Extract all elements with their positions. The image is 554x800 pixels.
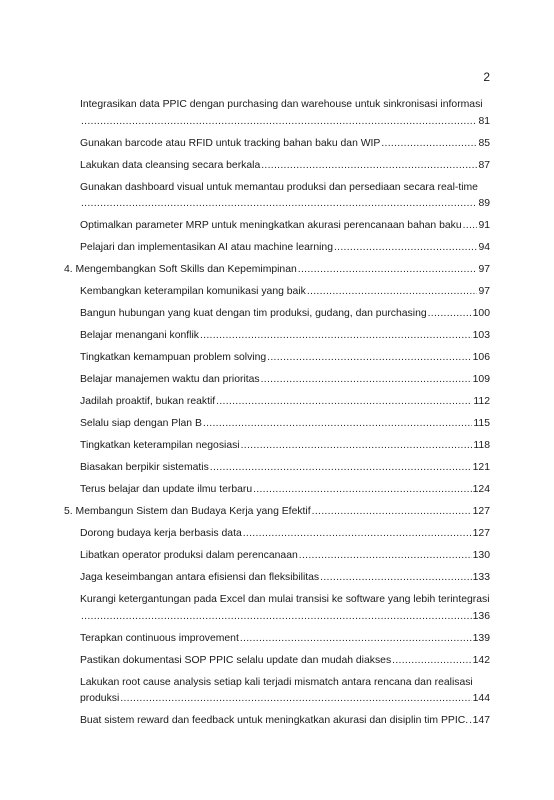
dot-leader bbox=[216, 394, 472, 411]
dot-leader bbox=[81, 114, 477, 131]
toc-page-number: 121 bbox=[472, 462, 490, 473]
toc-item-title: 4. Mengembangkan Soft Skills dan Kepemimpinan bbox=[64, 264, 297, 275]
toc-item-title: Optimalkan parameter MRP untuk meningkatkan akurasi perencanaan bahan baku bbox=[80, 220, 462, 231]
dot-leader bbox=[240, 631, 472, 648]
dot-leader bbox=[210, 460, 472, 477]
toc-item[interactable] bbox=[64, 570, 490, 587]
toc-item-title: Libatkan operator produksi dalam perencanaan bbox=[80, 550, 298, 561]
dot-leader bbox=[253, 482, 472, 499]
toc-item[interactable] bbox=[64, 653, 490, 670]
toc-item-title: Lakukan data cleansing secara berkala bbox=[80, 159, 261, 171]
toc-item[interactable] bbox=[64, 158, 490, 175]
toc-item-title: Gunakan dashboard visual untuk memantau produksi dan persediaan secara real-time bbox=[80, 181, 478, 193]
toc-item-title: Tingkatkan keterampilan negosiasi bbox=[80, 440, 240, 451]
toc-item[interactable] bbox=[64, 394, 490, 411]
toc-page-number: 87 bbox=[478, 159, 490, 171]
dot-leader bbox=[81, 609, 472, 626]
toc-item-title: Biasakan berpikir sistematis bbox=[80, 462, 209, 473]
toc-page-number: 106 bbox=[472, 352, 490, 363]
toc-item-title: Jaga keseimbangan antara efisiensi dan fleksibilitas bbox=[80, 572, 320, 583]
toc-page-number: 112 bbox=[473, 396, 490, 407]
toc-page-number: 85 bbox=[478, 137, 490, 149]
toc-page-number: 144 bbox=[472, 693, 490, 704]
dot-leader bbox=[320, 570, 472, 587]
toc-page-number: 136 bbox=[472, 610, 490, 622]
dot-leader bbox=[241, 438, 473, 455]
dot-leader bbox=[203, 416, 473, 433]
toc-item-title: Gunakan barcode atau RFID untuk tracking bahan baku dan WIP bbox=[80, 137, 381, 149]
toc-page-number: 133 bbox=[472, 572, 490, 583]
dot-leader bbox=[463, 218, 478, 235]
toc-item-title: Jadilah proaktif, bukan reaktif bbox=[80, 396, 216, 407]
toc-item[interactable] bbox=[64, 675, 490, 708]
dot-leader bbox=[334, 240, 477, 257]
dot-leader bbox=[469, 713, 472, 730]
toc-item-title: Pastikan dokumentasi SOP PPIC selalu update dan mudah diakses bbox=[80, 654, 392, 666]
toc-item[interactable] bbox=[64, 218, 490, 235]
toc-page-number: 103 bbox=[472, 330, 490, 341]
toc-item[interactable] bbox=[64, 460, 490, 477]
dot-leader bbox=[267, 350, 471, 367]
toc-item[interactable] bbox=[64, 438, 490, 455]
toc-page-number: 97 bbox=[478, 286, 490, 297]
toc-item[interactable] bbox=[64, 416, 490, 433]
dot-leader bbox=[307, 284, 478, 301]
toc-page-number: 94 bbox=[478, 242, 490, 253]
dot-leader bbox=[120, 691, 471, 708]
toc-item-title: Bangun hubungan yang kuat dengan tim produksi, gudang, dan purchasing bbox=[80, 308, 427, 319]
toc-item-title: Kembangkan keterampilan komunikasi yang baik bbox=[80, 286, 306, 297]
toc-item[interactable] bbox=[64, 240, 490, 257]
toc-item[interactable] bbox=[64, 97, 490, 130]
toc-item[interactable] bbox=[64, 328, 490, 345]
dot-leader bbox=[261, 158, 477, 175]
toc-page-number: 147 bbox=[472, 715, 490, 726]
dot-leader bbox=[81, 196, 477, 213]
toc-item-title: Selalu siap dengan Plan B bbox=[80, 418, 202, 429]
toc-chapter[interactable] bbox=[64, 504, 490, 521]
dot-leader bbox=[298, 262, 478, 279]
table-of-contents bbox=[64, 97, 490, 735]
toc-item-title: Tingkatkan kemampuan problem solving bbox=[80, 352, 267, 363]
toc-page-number: 81 bbox=[478, 115, 490, 127]
toc-item-title: Terapkan continuous improvement bbox=[80, 632, 239, 644]
toc-page-number: 127 bbox=[472, 506, 490, 517]
toc-page-number: 115 bbox=[473, 418, 490, 429]
dot-leader bbox=[392, 653, 472, 670]
page-number: 2 bbox=[483, 70, 490, 84]
toc-item-title: 5. Membangun Sistem dan Budaya Kerja yang Efektif bbox=[64, 506, 311, 517]
toc-item[interactable] bbox=[64, 713, 490, 730]
toc-item[interactable] bbox=[64, 631, 490, 648]
toc-item-title: Terus belajar dan update ilmu terbaru bbox=[80, 484, 253, 495]
toc-page-number: 124 bbox=[472, 484, 490, 495]
toc-item-title: Lakukan root cause analysis setiap kali terjadi mismatch antara rencana dan realisasi bbox=[80, 676, 473, 688]
toc-item[interactable] bbox=[64, 592, 490, 625]
toc-page-number: 139 bbox=[472, 632, 490, 644]
toc-item[interactable] bbox=[64, 526, 490, 543]
toc-item-title: Dorong budaya kerja berbasis data bbox=[80, 528, 242, 539]
toc-page-number: 89 bbox=[478, 198, 490, 209]
toc-item[interactable] bbox=[64, 284, 490, 301]
toc-page-number: 127 bbox=[472, 528, 490, 539]
dot-leader bbox=[243, 526, 472, 543]
toc-item-title: Pelajari dan implementasikan AI atau machine learning bbox=[80, 242, 333, 253]
toc-item-title: Kurangi ketergantungan pada Excel dan mulai transisi ke software yang lebih terintegrasi bbox=[80, 594, 490, 605]
toc-page-number: 109 bbox=[472, 374, 490, 385]
toc-item[interactable] bbox=[64, 136, 490, 153]
toc-item-title: Integrasikan data PPIC dengan purchasing dan warehouse untuk sinkronisasi informasi bbox=[80, 99, 483, 110]
dot-leader bbox=[428, 306, 472, 323]
toc-item[interactable] bbox=[64, 548, 490, 565]
toc-item[interactable] bbox=[64, 372, 490, 389]
toc-item-title-continued: produksi bbox=[80, 693, 120, 704]
dot-leader bbox=[381, 136, 477, 153]
toc-page-number: 100 bbox=[472, 308, 490, 319]
toc-item-title: Buat sistem reward dan feedback untuk meningkatkan akurasi dan disiplin tim PPIC. bbox=[80, 715, 469, 726]
toc-chapter[interactable] bbox=[64, 262, 490, 279]
toc-page-number: 97 bbox=[478, 264, 490, 275]
toc-page-number: 91 bbox=[478, 220, 490, 231]
dot-leader bbox=[261, 372, 472, 389]
toc-item[interactable] bbox=[64, 306, 490, 323]
dot-leader bbox=[312, 504, 472, 521]
toc-item-title: Belajar manajemen waktu dan prioritas bbox=[80, 374, 260, 385]
toc-item-title: Belajar menangani konflik bbox=[80, 330, 199, 341]
toc-item[interactable] bbox=[64, 482, 490, 499]
toc-page-number: 130 bbox=[472, 550, 490, 561]
dot-leader bbox=[299, 548, 472, 565]
toc-item[interactable] bbox=[64, 180, 490, 213]
toc-page-number: 142 bbox=[472, 654, 490, 666]
toc-item[interactable] bbox=[64, 350, 490, 367]
dot-leader bbox=[200, 328, 472, 345]
toc-page-number: 118 bbox=[473, 440, 490, 451]
